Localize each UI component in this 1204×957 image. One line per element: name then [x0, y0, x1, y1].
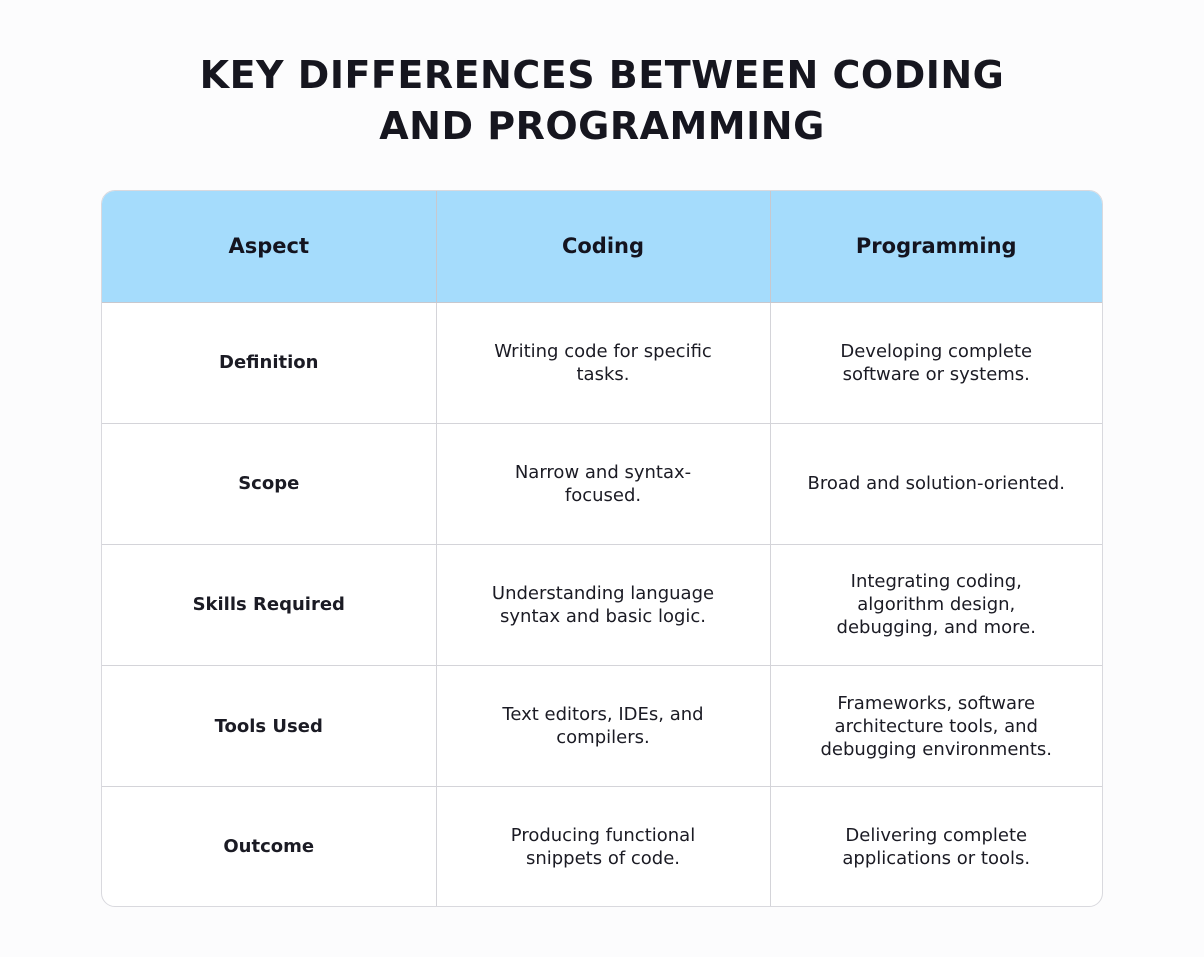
coding-text: Writing code for specific tasks. [494, 340, 712, 385]
aspect-cell [102, 787, 436, 906]
programming-text: Delivering complete applications or tools. [842, 824, 1031, 869]
programming-text: Broad and solution-oriented. [807, 473, 1065, 495]
table-row [102, 302, 1102, 423]
coding-cell [436, 666, 770, 787]
page-title-line-1: KEY DIFFERENCES BETWEEN CODING [199, 53, 1005, 97]
programming-text: Frameworks, software architecture tools, and debugging environments. [820, 692, 1052, 760]
programming-cell [770, 423, 1102, 544]
coding-cell [436, 787, 770, 906]
programming-cell [770, 666, 1102, 787]
aspect-cell [102, 423, 436, 544]
coding-cell [436, 302, 770, 423]
aspect-label: Outcome [223, 836, 315, 858]
aspect-cell [102, 544, 436, 665]
coding-cell [436, 423, 770, 544]
coding-text: Understanding language syntax and basic logic. [491, 582, 715, 627]
aspect-label: Skills Required [192, 594, 345, 616]
coding-text: Text editors, IDEs, and compilers. [502, 704, 704, 749]
column-header-coding: Coding [436, 191, 770, 302]
coding-cell [436, 544, 770, 665]
coding-text: Narrow and syntax-focused. [514, 461, 692, 506]
table-row [102, 423, 1102, 544]
programming-cell [770, 302, 1102, 423]
table-row [102, 787, 1102, 906]
comparison-table-container [101, 190, 1103, 907]
aspect-cell [102, 302, 436, 423]
table-row [102, 544, 1102, 665]
aspect-label: Definition [219, 352, 319, 374]
programming-text: Integrating coding, algorithm design, debugging, and more. [836, 571, 1036, 639]
programming-cell [770, 544, 1102, 665]
column-header-programming: Programming [770, 191, 1102, 302]
aspect-label: Tools Used [214, 715, 323, 737]
table-row [102, 666, 1102, 787]
programming-text: Developing complete software or systems. [840, 340, 1033, 385]
coding-text: Producing functional snippets of code. [510, 824, 696, 869]
page-title [0, 50, 1204, 152]
table-header-row [102, 191, 1102, 302]
aspect-label: Scope [238, 473, 300, 495]
comparison-table [102, 191, 1102, 906]
aspect-cell [102, 666, 436, 787]
page-title-line-2: AND PROGRAMMING [379, 104, 825, 148]
column-header-aspect: Aspect [102, 191, 436, 302]
programming-cell [770, 787, 1102, 906]
